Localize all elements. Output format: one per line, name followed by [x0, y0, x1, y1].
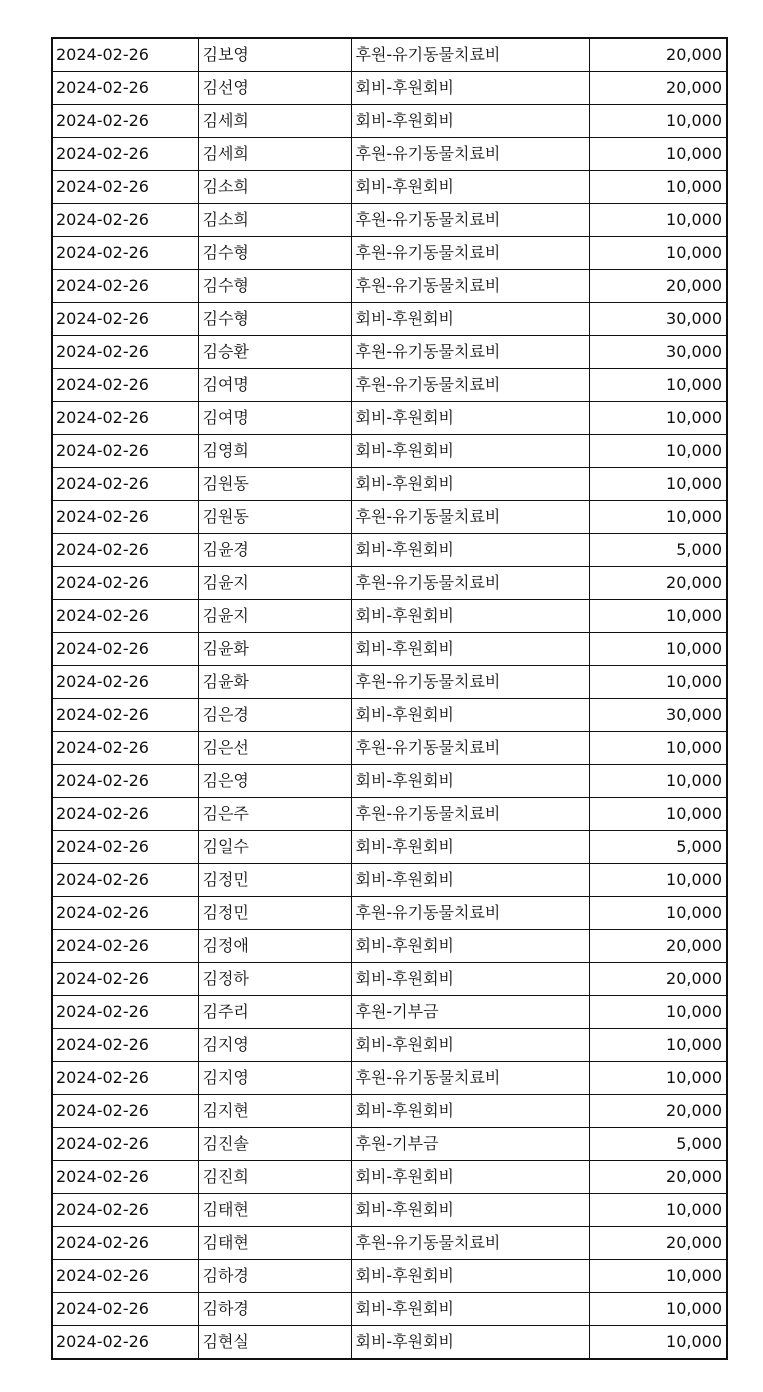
table-row — [52, 798, 727, 831]
amount-cell: 10,000 — [589, 435, 727, 468]
amount-cell: 10,000 — [589, 369, 727, 402]
name-cell: 김여명 — [198, 369, 351, 402]
table-row — [52, 1095, 727, 1128]
amount-cell: 10,000 — [589, 666, 727, 699]
table-row — [52, 237, 727, 270]
category-cell: 후원-유기동물치료비 — [351, 1062, 589, 1095]
category-cell: 회비-후원회비 — [351, 1161, 589, 1194]
category-cell: 후원-기부금 — [351, 996, 589, 1029]
date-cell: 2024-02-26 — [52, 72, 198, 105]
name-cell: 김원동 — [198, 468, 351, 501]
table-row — [52, 534, 727, 567]
date-cell: 2024-02-26 — [52, 237, 198, 270]
category-cell: 회비-후원회비 — [351, 699, 589, 732]
amount-cell: 10,000 — [589, 237, 727, 270]
category-cell: 후원-유기동물치료비 — [351, 732, 589, 765]
category-cell: 후원-유기동물치료비 — [351, 369, 589, 402]
table-row — [52, 435, 727, 468]
table-row — [52, 204, 727, 237]
name-cell: 김태현 — [198, 1227, 351, 1260]
name-cell: 김하경 — [198, 1260, 351, 1293]
name-cell: 김소희 — [198, 204, 351, 237]
table-row — [52, 336, 727, 369]
name-cell: 김정하 — [198, 963, 351, 996]
date-cell: 2024-02-26 — [52, 699, 198, 732]
category-cell: 회비-후원회비 — [351, 105, 589, 138]
table-row — [52, 270, 727, 303]
amount-cell: 10,000 — [589, 633, 727, 666]
table-row — [52, 831, 727, 864]
date-cell: 2024-02-26 — [52, 1029, 198, 1062]
category-cell: 후원-유기동물치료비 — [351, 798, 589, 831]
name-cell: 김여명 — [198, 402, 351, 435]
name-cell: 김은주 — [198, 798, 351, 831]
table-row — [52, 567, 727, 600]
name-cell: 김세희 — [198, 105, 351, 138]
date-cell: 2024-02-26 — [52, 831, 198, 864]
amount-cell: 20,000 — [589, 270, 727, 303]
name-cell: 김진솔 — [198, 1128, 351, 1161]
amount-cell: 10,000 — [589, 204, 727, 237]
amount-cell: 20,000 — [589, 1227, 727, 1260]
donation-ledger-table — [51, 37, 728, 1360]
amount-cell: 10,000 — [589, 1326, 727, 1360]
date-cell: 2024-02-26 — [52, 1062, 198, 1095]
table-row — [52, 864, 727, 897]
name-cell: 김일수 — [198, 831, 351, 864]
date-cell: 2024-02-26 — [52, 930, 198, 963]
category-cell: 회비-후원회비 — [351, 1293, 589, 1326]
name-cell: 김정애 — [198, 930, 351, 963]
table-row — [52, 1029, 727, 1062]
amount-cell: 30,000 — [589, 303, 727, 336]
date-cell: 2024-02-26 — [52, 204, 198, 237]
category-cell: 회비-후원회비 — [351, 534, 589, 567]
name-cell: 김영희 — [198, 435, 351, 468]
table-row — [52, 303, 727, 336]
date-cell: 2024-02-26 — [52, 732, 198, 765]
ledger-body — [52, 38, 727, 1359]
date-cell: 2024-02-26 — [52, 1194, 198, 1227]
name-cell: 김윤지 — [198, 600, 351, 633]
name-cell: 김수형 — [198, 270, 351, 303]
name-cell: 김윤화 — [198, 666, 351, 699]
name-cell: 김보영 — [198, 38, 351, 72]
name-cell: 김지현 — [198, 1095, 351, 1128]
amount-cell: 20,000 — [589, 567, 727, 600]
table-row — [52, 369, 727, 402]
amount-cell: 5,000 — [589, 831, 727, 864]
date-cell: 2024-02-26 — [52, 633, 198, 666]
name-cell: 김지영 — [198, 1029, 351, 1062]
table-row — [52, 600, 727, 633]
category-cell: 후원-유기동물치료비 — [351, 666, 589, 699]
date-cell: 2024-02-26 — [52, 171, 198, 204]
amount-cell: 10,000 — [589, 897, 727, 930]
table-row — [52, 1227, 727, 1260]
category-cell: 회비-후원회비 — [351, 600, 589, 633]
date-cell: 2024-02-26 — [52, 1260, 198, 1293]
amount-cell: 30,000 — [589, 336, 727, 369]
category-cell: 후원-기부금 — [351, 1128, 589, 1161]
category-cell: 후원-유기동물치료비 — [351, 204, 589, 237]
table-row — [52, 38, 727, 72]
date-cell: 2024-02-26 — [52, 105, 198, 138]
table-row — [52, 72, 727, 105]
name-cell: 김진희 — [198, 1161, 351, 1194]
table-row — [52, 699, 727, 732]
category-cell: 후원-유기동물치료비 — [351, 38, 589, 72]
category-cell: 회비-후원회비 — [351, 1326, 589, 1360]
table-row — [52, 963, 727, 996]
amount-cell: 30,000 — [589, 699, 727, 732]
date-cell: 2024-02-26 — [52, 1128, 198, 1161]
name-cell: 김승환 — [198, 336, 351, 369]
table-row — [52, 897, 727, 930]
date-cell: 2024-02-26 — [52, 1095, 198, 1128]
category-cell: 회비-후원회비 — [351, 963, 589, 996]
date-cell: 2024-02-26 — [52, 336, 198, 369]
date-cell: 2024-02-26 — [52, 1227, 198, 1260]
date-cell: 2024-02-26 — [52, 798, 198, 831]
amount-cell: 10,000 — [589, 402, 727, 435]
table-row — [52, 1161, 727, 1194]
date-cell: 2024-02-26 — [52, 468, 198, 501]
name-cell: 김현실 — [198, 1326, 351, 1360]
name-cell: 김은경 — [198, 699, 351, 732]
table-row — [52, 501, 727, 534]
category-cell: 회비-후원회비 — [351, 930, 589, 963]
amount-cell: 10,000 — [589, 1293, 727, 1326]
category-cell: 후원-유기동물치료비 — [351, 1227, 589, 1260]
category-cell: 후원-유기동물치료비 — [351, 336, 589, 369]
amount-cell: 10,000 — [589, 600, 727, 633]
amount-cell: 5,000 — [589, 534, 727, 567]
category-cell: 회비-후원회비 — [351, 765, 589, 798]
name-cell: 김세희 — [198, 138, 351, 171]
date-cell: 2024-02-26 — [52, 1161, 198, 1194]
amount-cell: 20,000 — [589, 1095, 727, 1128]
table-row — [52, 996, 727, 1029]
date-cell: 2024-02-26 — [52, 402, 198, 435]
category-cell: 후원-유기동물치료비 — [351, 237, 589, 270]
name-cell: 김원동 — [198, 501, 351, 534]
category-cell: 회비-후원회비 — [351, 435, 589, 468]
table-row — [52, 1326, 727, 1360]
date-cell: 2024-02-26 — [52, 1326, 198, 1360]
table-row — [52, 468, 727, 501]
amount-cell: 20,000 — [589, 930, 727, 963]
name-cell: 김윤화 — [198, 633, 351, 666]
date-cell: 2024-02-26 — [52, 38, 198, 72]
date-cell: 2024-02-26 — [52, 303, 198, 336]
table-row — [52, 732, 727, 765]
amount-cell: 10,000 — [589, 765, 727, 798]
amount-cell: 10,000 — [589, 105, 727, 138]
category-cell: 회비-후원회비 — [351, 303, 589, 336]
table-row — [52, 1260, 727, 1293]
name-cell: 김윤경 — [198, 534, 351, 567]
category-cell: 회비-후원회비 — [351, 1095, 589, 1128]
category-cell: 회비-후원회비 — [351, 171, 589, 204]
amount-cell: 10,000 — [589, 1029, 727, 1062]
amount-cell: 10,000 — [589, 996, 727, 1029]
table-row — [52, 666, 727, 699]
name-cell: 김윤지 — [198, 567, 351, 600]
name-cell: 김지영 — [198, 1062, 351, 1095]
name-cell: 김정민 — [198, 864, 351, 897]
amount-cell: 20,000 — [589, 38, 727, 72]
date-cell: 2024-02-26 — [52, 897, 198, 930]
amount-cell: 10,000 — [589, 798, 727, 831]
date-cell: 2024-02-26 — [52, 138, 198, 171]
name-cell: 김수형 — [198, 303, 351, 336]
category-cell: 후원-유기동물치료비 — [351, 897, 589, 930]
name-cell: 김은선 — [198, 732, 351, 765]
category-cell: 회비-후원회비 — [351, 72, 589, 105]
table-row — [52, 1293, 727, 1326]
name-cell: 김은영 — [198, 765, 351, 798]
category-cell: 회비-후원회비 — [351, 864, 589, 897]
date-cell: 2024-02-26 — [52, 765, 198, 798]
amount-cell: 10,000 — [589, 501, 727, 534]
amount-cell: 10,000 — [589, 138, 727, 171]
amount-cell: 10,000 — [589, 732, 727, 765]
date-cell: 2024-02-26 — [52, 963, 198, 996]
date-cell: 2024-02-26 — [52, 864, 198, 897]
table-row — [52, 105, 727, 138]
name-cell: 김하경 — [198, 1293, 351, 1326]
amount-cell: 20,000 — [589, 72, 727, 105]
table-row — [52, 1194, 727, 1227]
table-row — [52, 633, 727, 666]
amount-cell: 5,000 — [589, 1128, 727, 1161]
category-cell: 회비-후원회비 — [351, 1260, 589, 1293]
category-cell: 후원-유기동물치료비 — [351, 138, 589, 171]
category-cell: 후원-유기동물치료비 — [351, 270, 589, 303]
amount-cell: 10,000 — [589, 864, 727, 897]
date-cell: 2024-02-26 — [52, 501, 198, 534]
amount-cell: 10,000 — [589, 171, 727, 204]
name-cell: 김소희 — [198, 171, 351, 204]
date-cell: 2024-02-26 — [52, 1293, 198, 1326]
name-cell: 김정민 — [198, 897, 351, 930]
table-row — [52, 765, 727, 798]
date-cell: 2024-02-26 — [52, 534, 198, 567]
category-cell: 회비-후원회비 — [351, 1194, 589, 1227]
amount-cell: 10,000 — [589, 1194, 727, 1227]
date-cell: 2024-02-26 — [52, 270, 198, 303]
amount-cell: 20,000 — [589, 963, 727, 996]
table-row — [52, 1128, 727, 1161]
date-cell: 2024-02-26 — [52, 435, 198, 468]
table-row — [52, 138, 727, 171]
name-cell: 김수형 — [198, 237, 351, 270]
category-cell: 회비-후원회비 — [351, 468, 589, 501]
name-cell: 김선영 — [198, 72, 351, 105]
category-cell: 회비-후원회비 — [351, 831, 589, 864]
name-cell: 김주리 — [198, 996, 351, 1029]
category-cell: 후원-유기동물치료비 — [351, 567, 589, 600]
amount-cell: 10,000 — [589, 1062, 727, 1095]
date-cell: 2024-02-26 — [52, 567, 198, 600]
date-cell: 2024-02-26 — [52, 996, 198, 1029]
amount-cell: 10,000 — [589, 468, 727, 501]
table-row — [52, 1062, 727, 1095]
date-cell: 2024-02-26 — [52, 369, 198, 402]
amount-cell: 20,000 — [589, 1161, 727, 1194]
category-cell: 후원-유기동물치료비 — [351, 501, 589, 534]
table-row — [52, 171, 727, 204]
table-row — [52, 930, 727, 963]
category-cell: 회비-후원회비 — [351, 402, 589, 435]
date-cell: 2024-02-26 — [52, 666, 198, 699]
date-cell: 2024-02-26 — [52, 600, 198, 633]
category-cell: 회비-후원회비 — [351, 1029, 589, 1062]
table-row — [52, 402, 727, 435]
category-cell: 회비-후원회비 — [351, 633, 589, 666]
amount-cell: 10,000 — [589, 1260, 727, 1293]
name-cell: 김태현 — [198, 1194, 351, 1227]
